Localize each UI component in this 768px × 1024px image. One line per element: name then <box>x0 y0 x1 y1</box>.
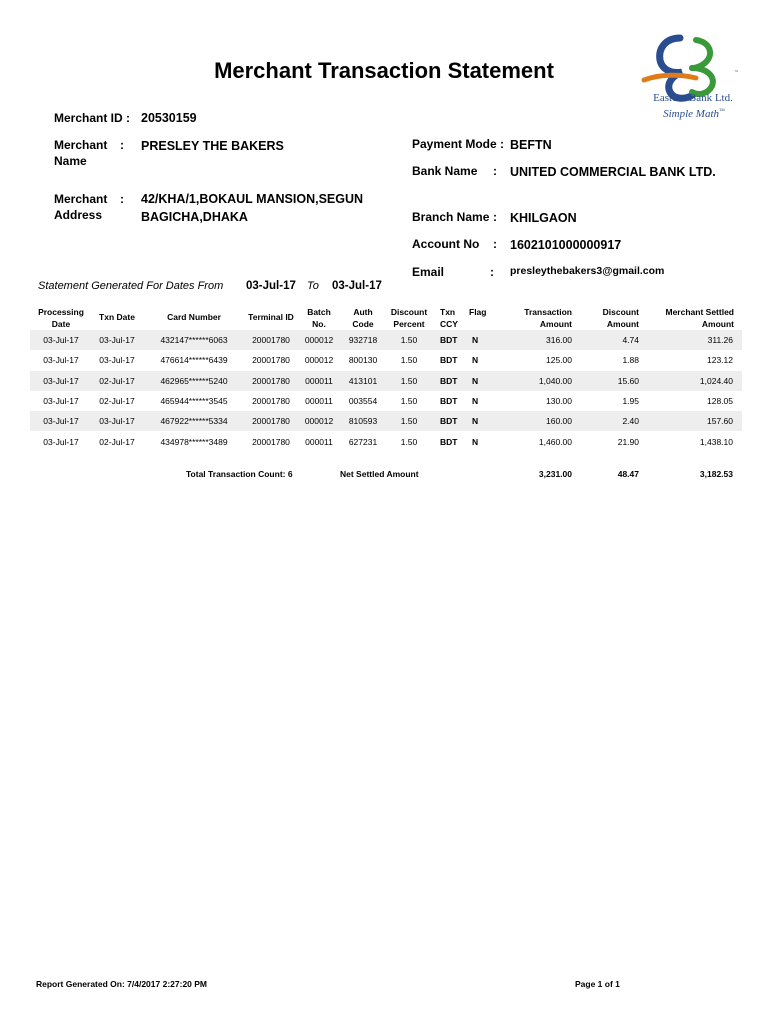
statement-from-date: 03-Jul-17 <box>246 280 296 292</box>
cell-auth-code: 413101 <box>348 375 378 386</box>
report-generated-on: Report Generated On: 7/4/2017 2:27:20 PM <box>36 979 208 989</box>
cell-txn-ccy: BDT <box>440 395 458 406</box>
page-number: Page 1 of 1 <box>575 979 620 989</box>
table-row <box>30 432 742 452</box>
cell-flag: N <box>472 355 479 366</box>
cell-transaction-amount: 1,040.00 <box>538 375 572 386</box>
statement-to-label: To <box>307 280 319 292</box>
merchant-address-label: Merchant Address <box>54 192 108 222</box>
branch-name-label: Branch Name <box>412 210 490 224</box>
cell-txn-date: 03-Jul-17 <box>99 355 135 366</box>
col-header-merchant-settled-amount: Merchant Settled Amount <box>665 307 734 329</box>
cell-processing-date: 03-Jul-17 <box>43 375 79 386</box>
cell-auth-code: 932718 <box>348 335 378 345</box>
cell-processing-date: 03-Jul-17 <box>43 395 79 406</box>
cell-auth-code: 810593 <box>348 416 378 427</box>
merchant-id-value: 20530159 <box>141 111 197 125</box>
cell-auth-code: 800130 <box>348 355 378 366</box>
cell-terminal-id: 20001780 <box>252 436 290 447</box>
cell-txn-date: 02-Jul-17 <box>99 375 135 386</box>
cell-txn-ccy: BDT <box>440 416 458 427</box>
table-row <box>30 350 742 370</box>
cell-auth-code: 627231 <box>348 436 378 447</box>
cell-discount-percent: 1.50 <box>400 436 418 447</box>
cell-terminal-id: 20001780 <box>252 355 290 366</box>
email-label: Email <box>412 265 445 279</box>
total-transaction-amount: 3,231.00 <box>538 469 572 479</box>
cell-flag: N <box>472 395 479 406</box>
page-title: Merchant Transaction Statement <box>214 58 554 83</box>
cell-discount-percent: 1.50 <box>400 375 418 386</box>
cell-transaction-amount: 130.00 <box>546 395 572 406</box>
cell-processing-date: 03-Jul-17 <box>43 416 79 427</box>
cell-txn-ccy: BDT <box>440 375 458 386</box>
net-settled-amount-label: Net Settled Amount <box>340 469 419 479</box>
cell-merchant-settled-amount: 311.26 <box>707 335 733 345</box>
cell-transaction-amount: 125.00 <box>546 355 572 366</box>
statement-to-date: 03-Jul-17 <box>332 280 382 292</box>
cell-discount-percent: 1.50 <box>400 355 418 366</box>
col-header-txn-date: Txn Date <box>99 312 135 322</box>
cell-batch-no: 000011 <box>305 436 333 447</box>
cell-txn-date: 03-Jul-17 <box>99 416 135 427</box>
account-no-colon: : <box>493 237 497 251</box>
table-row <box>30 371 742 391</box>
cell-batch-no: 000011 <box>305 395 333 406</box>
cell-batch-no: 000012 <box>304 335 334 345</box>
cell-discount-percent: 1.50 <box>400 395 418 406</box>
cell-discount-percent: 1.50 <box>400 335 418 345</box>
cell-txn-ccy: BDT <box>440 355 458 366</box>
cell-processing-date: 03-Jul-17 <box>43 436 79 447</box>
cell-discount-amount: 2.40 <box>622 416 639 427</box>
trademark-symbol: ™ <box>734 70 739 76</box>
cell-card-number: 476614******6439 <box>160 355 228 366</box>
cell-terminal-id: 20001780 <box>252 375 290 386</box>
cell-txn-date: 03-Jul-17 <box>99 335 135 345</box>
cell-flag: N <box>472 375 479 386</box>
merchant-name-colon: : <box>120 138 124 152</box>
merchant-address-value: 42/KHA/1,BOKAUL MANSION,SEGUN BAGICHA,DHAKA <box>141 192 364 224</box>
cell-txn-date: 02-Jul-17 <box>99 395 135 406</box>
table-row <box>30 411 742 431</box>
cell-transaction-amount: 1,460.00 <box>538 436 572 447</box>
cell-card-number: 434978******3489 <box>160 436 228 447</box>
cell-merchant-settled-amount: 123.12 <box>707 355 733 366</box>
bank-name-colon: : <box>493 164 497 178</box>
email-colon: : <box>490 265 494 279</box>
col-header-flag: Flag <box>469 307 487 317</box>
cell-txn-ccy: BDT <box>440 335 458 345</box>
cell-flag: N <box>472 436 479 447</box>
col-header-batch-no: Batch No. <box>307 307 331 329</box>
cell-merchant-settled-amount: 1,438.10 <box>699 436 733 447</box>
cell-card-number: 465944******3545 <box>160 395 228 406</box>
cell-card-number: 462965******5240 <box>160 375 228 386</box>
cell-discount-amount: 4.74 <box>622 335 639 345</box>
table-row <box>30 391 742 411</box>
cell-txn-date: 02-Jul-17 <box>99 436 135 447</box>
total-settled-amount: 3,182.53 <box>699 469 733 479</box>
cell-discount-percent: 1.50 <box>400 416 418 427</box>
email-value: presleythebakers3@gmail.com <box>510 265 665 277</box>
logo-bank-name: Eastern Bank Ltd. <box>653 92 733 104</box>
cell-terminal-id: 20001780 <box>252 335 290 345</box>
statement-dates-label: Statement Generated For Dates From <box>38 280 224 292</box>
cell-card-number: 432147******6063 <box>160 335 228 345</box>
cell-txn-ccy: BDT <box>440 436 458 447</box>
cell-flag: N <box>472 416 479 427</box>
cell-discount-amount: 15.60 <box>617 375 639 386</box>
merchant-name-label: Merchant Name <box>54 138 108 168</box>
cell-transaction-amount: 160.00 <box>546 416 572 427</box>
cell-merchant-settled-amount: 1,024.40 <box>699 375 733 386</box>
cell-batch-no: 000012 <box>304 416 334 427</box>
account-no-label: Account No <box>412 237 480 251</box>
cell-discount-amount: 1.88 <box>622 355 639 366</box>
cell-terminal-id: 20001780 <box>252 416 290 427</box>
cell-transaction-amount: 316.00 <box>546 335 572 345</box>
cell-discount-amount: 1.95 <box>622 395 639 406</box>
col-header-terminal-id: Terminal ID <box>248 312 294 322</box>
bank-name-value: UNITED COMMERCIAL BANK LTD. <box>510 165 716 179</box>
total-transaction-count: Total Transaction Count: 6 <box>186 469 293 479</box>
branch-name-value: KHILGAON <box>510 211 577 225</box>
cell-processing-date: 03-Jul-17 <box>43 355 79 366</box>
cell-flag: N <box>472 335 479 345</box>
branch-name-colon: : <box>493 210 497 224</box>
table-row <box>30 330 742 350</box>
payment-mode-label: Payment Mode : <box>412 137 505 151</box>
col-header-discount-amount: Discount Amount <box>602 307 639 329</box>
cell-auth-code: 003554 <box>348 395 378 406</box>
cell-batch-no: 000012 <box>304 355 334 366</box>
merchant-address-colon: : <box>120 192 124 206</box>
cell-merchant-settled-amount: 157.60 <box>707 416 733 427</box>
col-header-card-number: Card Number <box>167 312 221 322</box>
cell-terminal-id: 20001780 <box>252 395 290 406</box>
cell-batch-no: 000011 <box>305 375 333 386</box>
col-header-auth-code: Auth Code <box>352 307 374 329</box>
bank-name-label: Bank Name <box>412 164 478 178</box>
cell-card-number: 467922******5334 <box>160 416 228 427</box>
account-no-value: 1602101000000917 <box>510 238 622 252</box>
cell-merchant-settled-amount: 128.05 <box>707 395 733 406</box>
merchant-name-value: PRESLEY THE BAKERS <box>141 139 284 153</box>
logo-tagline: Simple Math™ <box>663 108 725 120</box>
merchant-id-label: Merchant ID : <box>54 111 131 125</box>
col-header-transaction-amount: Transaction Amount <box>524 307 572 329</box>
cell-discount-amount: 21.90 <box>617 436 639 447</box>
total-discount-amount: 48.47 <box>617 469 639 479</box>
col-header-txn-ccy: Txn CCY <box>440 307 458 329</box>
cell-processing-date: 03-Jul-17 <box>43 335 79 345</box>
payment-mode-value: BEFTN <box>510 138 552 152</box>
col-header-processing-date: Processing Date <box>38 307 84 329</box>
col-header-discount-percent: Discount Percent <box>390 307 428 329</box>
